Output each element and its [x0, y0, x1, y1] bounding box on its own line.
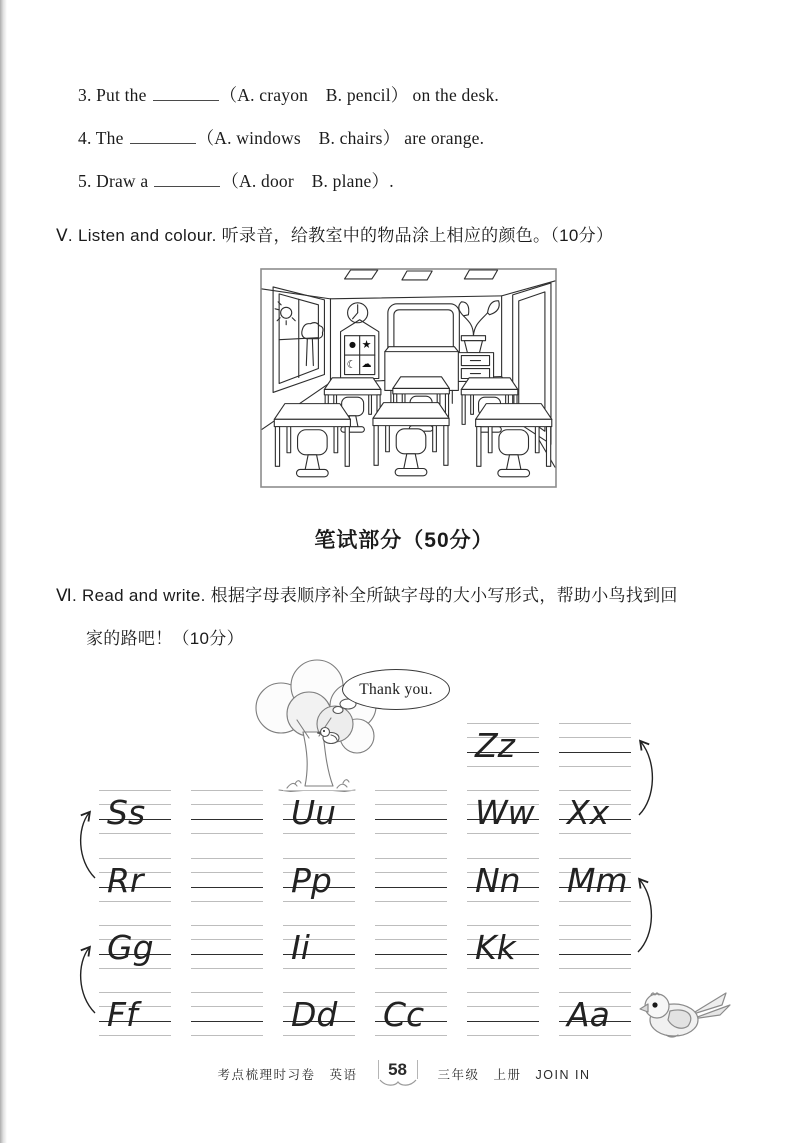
- writing-guide-line: [283, 901, 355, 902]
- writing-guide-line: [191, 887, 263, 888]
- writing-guide-line: [191, 804, 263, 805]
- moon-icon: ☾: [346, 358, 357, 371]
- question-3-lead: 3. Put the: [78, 85, 147, 105]
- writing-guide-line: [191, 901, 263, 902]
- writing-guide-line: [467, 858, 539, 859]
- writing-guide-line: [375, 1035, 447, 1036]
- writing-guide-line: [375, 901, 447, 902]
- alphabet-cell-r1c0: [99, 790, 171, 833]
- writing-guide-line: [559, 790, 631, 791]
- alphabet-cell-r4c1: [191, 992, 263, 1035]
- alphabet-cell-r0c4: [467, 723, 539, 766]
- question-5-lead: 5. Draw a: [78, 171, 149, 191]
- alphabet-cell-r1c3: [375, 790, 447, 833]
- writing-guide-line: [99, 790, 171, 791]
- writing-guide-line: [375, 833, 447, 834]
- writing-guide-line: [191, 954, 263, 955]
- alphabet-letters: Kk: [475, 928, 516, 967]
- writing-guide-line: [283, 968, 355, 969]
- alphabet-letters: Mm: [567, 861, 628, 900]
- writing-guide-line: [559, 954, 631, 955]
- alphabet-cell-r3c5: [559, 925, 631, 968]
- footer-series-title: 考点梳理时习卷 英语: [217, 1068, 358, 1082]
- writing-guide-line: [283, 992, 355, 993]
- writing-guide-line: [559, 752, 631, 753]
- section-vi-heading-line1: Ⅵ. Read and write. 根据字母表顺序补全所缺字母的大小写形式，帮助小鸟找到回: [56, 586, 678, 605]
- writing-guide-line: [375, 804, 447, 805]
- alphabet-letters: Zz: [475, 726, 515, 765]
- alphabet-letters: Dd: [291, 995, 338, 1034]
- writing-guide-line: [375, 790, 447, 791]
- writing-guide-line: [467, 968, 539, 969]
- alphabet-cell-r3c1: [191, 925, 263, 968]
- answer-blank: [154, 169, 220, 187]
- writing-guide-line: [191, 992, 263, 993]
- classroom-drawing: [260, 268, 557, 488]
- open-book-icon: [378, 1079, 418, 1088]
- section-vi-heading-line2: 家的路吧！（10分）: [86, 629, 244, 648]
- alphabet-cell-r3c2: [283, 925, 355, 968]
- writing-guide-line: [559, 858, 631, 859]
- writing-guide-line: [191, 1006, 263, 1007]
- writing-guide-line: [467, 723, 539, 724]
- writing-guide-line: [191, 1035, 263, 1036]
- chair: [498, 430, 530, 477]
- alphabet-cell-r1c2: [283, 790, 355, 833]
- writing-guide-line: [99, 858, 171, 859]
- page-edge-shadow: [0, 0, 7, 1143]
- alphabet-letters: Cc: [383, 995, 425, 1034]
- answer-blank: [153, 83, 219, 101]
- alphabet-letters: Aa: [567, 995, 610, 1034]
- writing-guide-line: [191, 1021, 263, 1022]
- writing-guide-line: [283, 1035, 355, 1036]
- writing-guide-line: [467, 766, 539, 767]
- alphabet-maze: [60, 700, 740, 1060]
- writing-guide-line: [559, 901, 631, 902]
- question-4: [78, 125, 484, 150]
- writing-guide-line: [375, 968, 447, 969]
- writing-guide-line: [467, 1006, 539, 1007]
- alphabet-letters: Pp: [291, 861, 332, 900]
- alphabet-cell-r4c4: [467, 992, 539, 1035]
- page-number: 58: [378, 1060, 418, 1079]
- alphabet-letters: Ss: [107, 793, 146, 832]
- writing-guide-line: [375, 858, 447, 859]
- writing-guide-line: [99, 968, 171, 969]
- writing-guide-line: [467, 901, 539, 902]
- footer-grade-info: 三年级 上册 JOIN IN: [437, 1068, 591, 1082]
- writing-guide-line: [283, 833, 355, 834]
- writing-guide-line: [191, 939, 263, 940]
- writing-guide-line: [467, 833, 539, 834]
- writing-guide-line: [467, 925, 539, 926]
- written-section-title: 笔试部分（50分）: [314, 529, 494, 552]
- writing-guide-line: [375, 819, 447, 820]
- writing-guide-line: [283, 858, 355, 859]
- writing-guide-line: [467, 992, 539, 993]
- alphabet-letters: Rr: [107, 861, 144, 900]
- writing-guide-line: [375, 939, 447, 940]
- speech-bubble-text: Thank you.: [359, 680, 433, 698]
- alphabet-cell-r4c5: [559, 992, 631, 1035]
- question-3-options: （A. crayon B. pencil）: [219, 85, 409, 105]
- question-4-lead: 4. The: [78, 128, 124, 148]
- answer-blank: [130, 126, 196, 144]
- writing-guide-line: [467, 1035, 539, 1036]
- alphabet-letters: Xx: [567, 793, 610, 832]
- alphabet-cell-r4c0: [99, 992, 171, 1035]
- writing-guide-line: [559, 939, 631, 940]
- question-5-options: （A. door B. plane）.: [221, 171, 394, 191]
- arrow-up-left-mid: [81, 813, 95, 878]
- writing-guide-line: [191, 872, 263, 873]
- writing-guide-line: [559, 766, 631, 767]
- question-3: [78, 82, 499, 107]
- alphabet-letters: Ff: [107, 995, 138, 1034]
- writing-guide-line: [191, 819, 263, 820]
- alphabet-cell-r2c2: [283, 858, 355, 901]
- arrow-up-right-top: [639, 742, 652, 815]
- writing-guide-line: [191, 968, 263, 969]
- arrow-up-right-mid: [638, 880, 651, 952]
- section-v-heading: Ⅴ. Listen and colour. 听录音，给教室中的物品涂上相应的颜色。（10分）: [56, 226, 614, 245]
- footer: [0, 1060, 808, 1088]
- alphabet-cell-r4c3: [375, 992, 447, 1035]
- alphabet-cell-r3c0: [99, 925, 171, 968]
- writing-guide-line: [99, 833, 171, 834]
- writing-guide-line: [191, 858, 263, 859]
- writing-guide-line: [375, 872, 447, 873]
- cloud-icon: ☁: [361, 359, 372, 370]
- alphabet-cell-r1c1: [191, 790, 263, 833]
- alphabet-letters: Ww: [475, 793, 535, 832]
- alphabet-letters: Uu: [291, 793, 337, 832]
- writing-guide-line: [559, 1035, 631, 1036]
- alphabet-cell-r2c4: [467, 858, 539, 901]
- writing-guide-line: [375, 925, 447, 926]
- alphabet-cell-r2c0: [99, 858, 171, 901]
- question-5: [78, 168, 398, 193]
- writing-guide-line: [99, 992, 171, 993]
- writing-guide-line: [467, 1021, 539, 1022]
- classroom-figure: [260, 268, 557, 488]
- ceiling-lights: [345, 270, 498, 280]
- alphabet-letters: Ii: [291, 928, 310, 967]
- alphabet-cell-r1c4: [467, 790, 539, 833]
- alphabet-cell-r2c5: [559, 858, 631, 901]
- bird-icon: [638, 985, 732, 1043]
- writing-guide-line: [375, 887, 447, 888]
- writing-guide-line: [559, 723, 631, 724]
- question-3-tail: on the desk.: [412, 85, 499, 105]
- writing-guide-line: [559, 992, 631, 993]
- writing-guide-line: [559, 925, 631, 926]
- page-number-book: [378, 1060, 418, 1088]
- alphabet-cell-r2c3: [375, 858, 447, 901]
- writing-guide-line: [191, 833, 263, 834]
- writing-guide-line: [467, 790, 539, 791]
- writing-guide-line: [99, 925, 171, 926]
- star-icon: ★: [361, 338, 372, 351]
- alphabet-cell-r1c5: [559, 790, 631, 833]
- writing-guide-line: [99, 901, 171, 902]
- sun-dot-icon: ●: [349, 340, 356, 349]
- writing-guide-line: [191, 925, 263, 926]
- writing-guide-line: [559, 833, 631, 834]
- speech-bubble: [342, 669, 450, 710]
- writing-guide-line: [283, 925, 355, 926]
- alphabet-cell-r4c2: [283, 992, 355, 1035]
- writing-guide-line: [283, 790, 355, 791]
- chair: [296, 430, 328, 477]
- writing-guide-line: [375, 992, 447, 993]
- writing-guide-line: [99, 1035, 171, 1036]
- alphabet-cell-r3c4: [467, 925, 539, 968]
- question-4-tail: are orange.: [404, 128, 485, 148]
- writing-guide-line: [375, 954, 447, 955]
- alphabet-cell-r3c3: [375, 925, 447, 968]
- alphabet-cell-r0c5: [559, 723, 631, 766]
- writing-guide-line: [191, 790, 263, 791]
- writing-guide-line: [559, 968, 631, 969]
- alphabet-cell-r2c1: [191, 858, 263, 901]
- chair: [395, 429, 427, 476]
- arrow-up-left-bottom: [81, 948, 95, 1013]
- question-4-options: （A. windows B. chairs）: [196, 128, 401, 148]
- alphabet-letters: Gg: [107, 928, 154, 967]
- writing-guide-line: [559, 737, 631, 738]
- alphabet-letters: Nn: [475, 861, 521, 900]
